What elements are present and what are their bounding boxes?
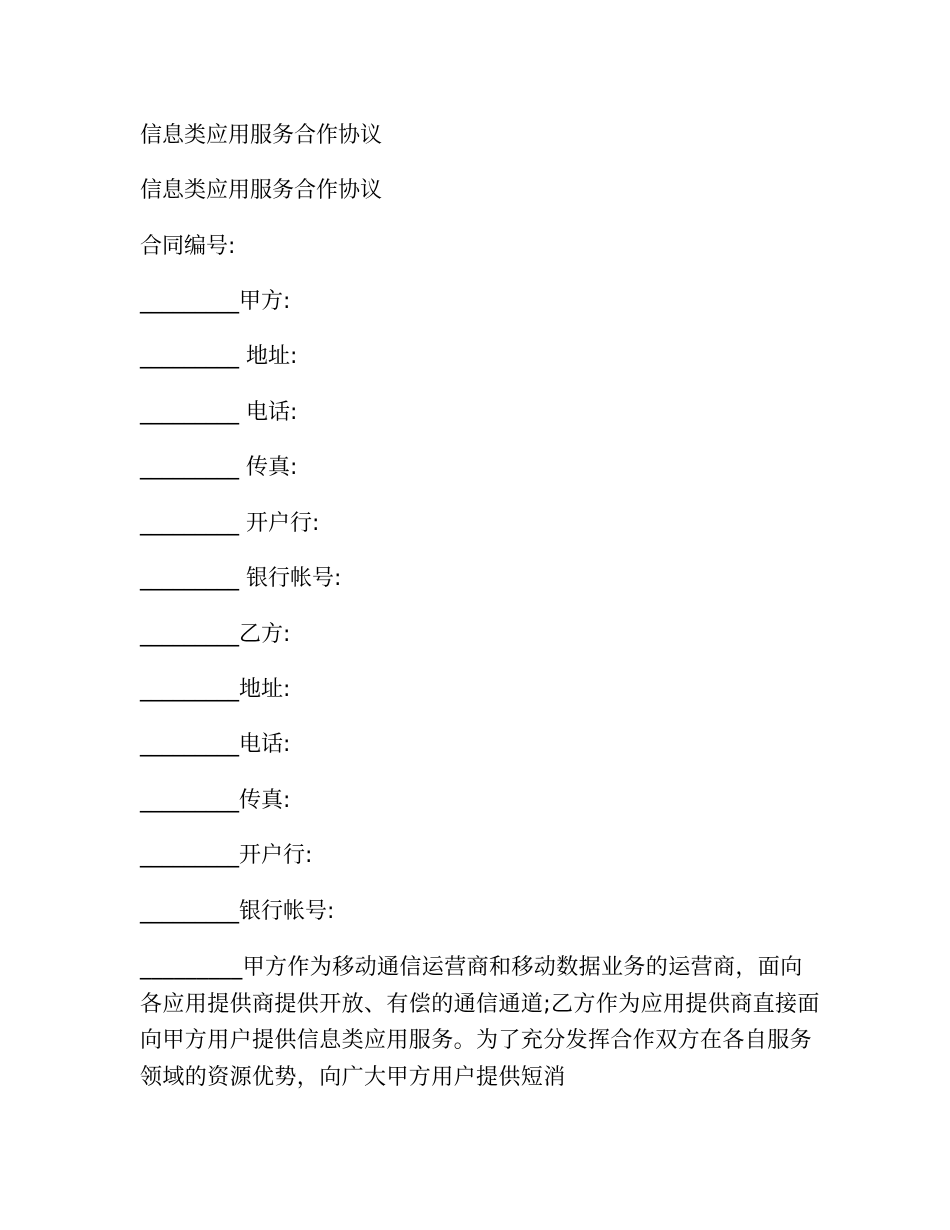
party-a-account: _________ 银行帐号: (140, 566, 342, 591)
party-b-phone: _________电话: (140, 732, 291, 757)
body-paragraph: _________甲方作为移动通信运营商和移动数据业务的运营商，面向各应用提供商提供开放、有偿的通信通道;乙方作为应用提供商直接面向甲方用户提供信息类应用服务。为了充分发挥合作双方在各自服务领域的资源优势，向广大甲方用户提供短消 (140, 955, 820, 1090)
contract-number-label: 合同编号: (140, 234, 236, 259)
party-b-address: _________地址: (140, 677, 291, 702)
party-b-bank: _________开户行: (140, 843, 313, 868)
party-b-account: _________银行帐号: (140, 899, 335, 924)
party-a-address: _________ 地址: (140, 344, 298, 369)
party-b-fax: _________传真: (140, 788, 291, 813)
party-a-name: _________甲方: (140, 289, 291, 314)
party-a-phone: _________ 电话: (140, 400, 298, 425)
party-b-name: _________乙方: (140, 622, 291, 647)
party-a-fax: _________ 传真: (140, 455, 298, 480)
party-a-bank: _________ 开户行: (140, 511, 320, 536)
document-subtitle: 信息类应用服务合作协议 (140, 178, 383, 203)
document-title: 信息类应用服务合作协议 (140, 123, 383, 148)
